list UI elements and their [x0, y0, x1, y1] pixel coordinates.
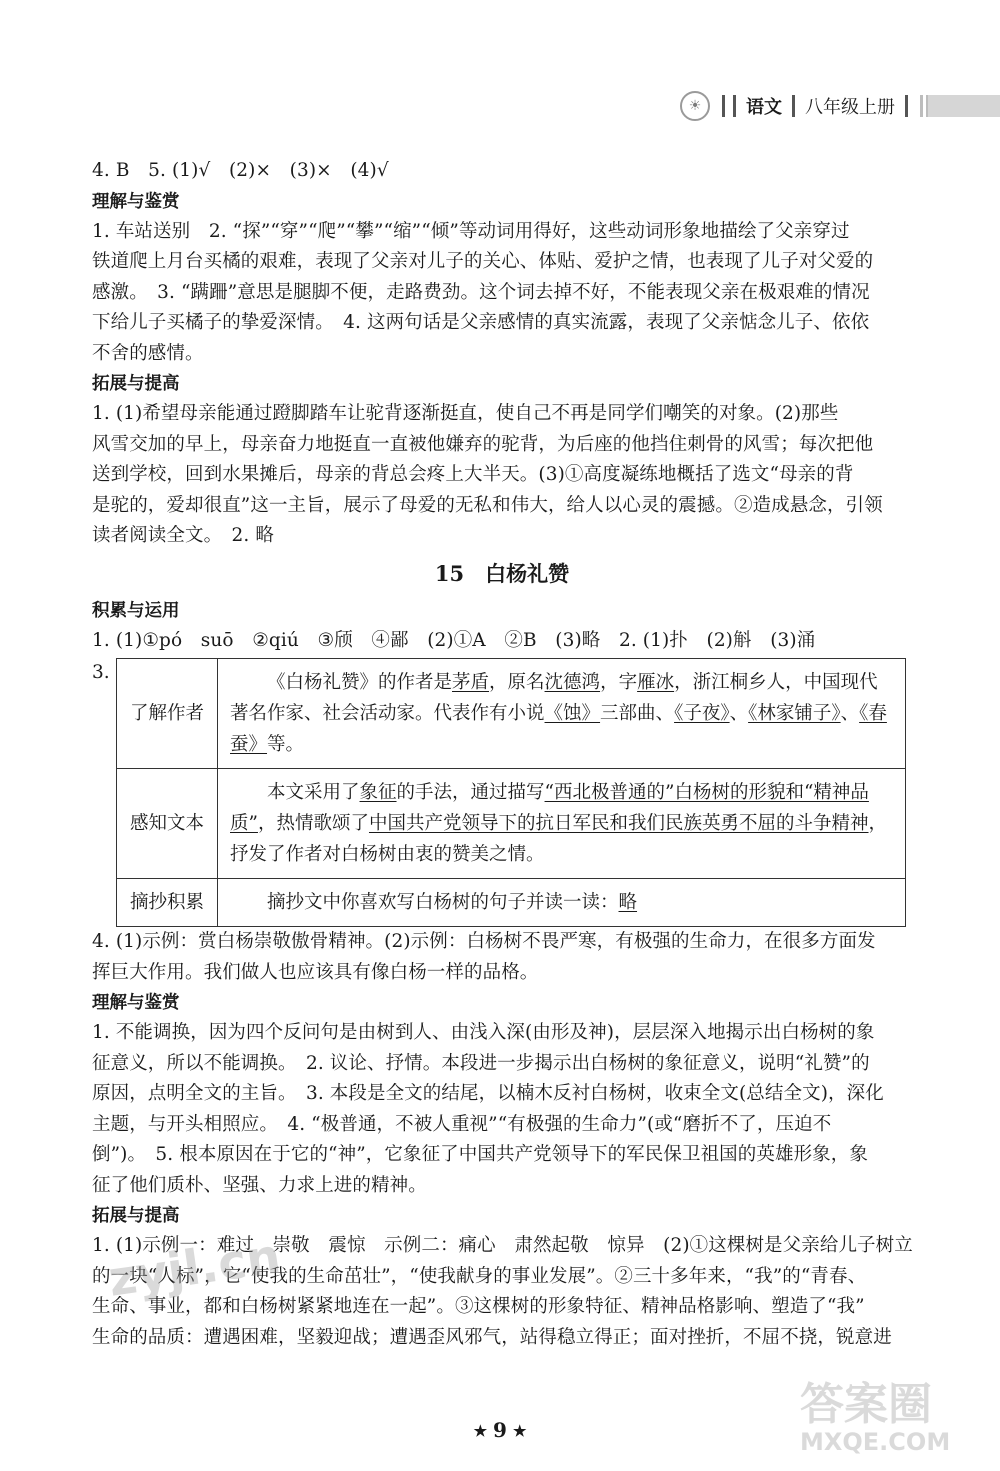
row-header: 摘抄积累	[117, 879, 218, 927]
page-number: 9	[493, 1418, 507, 1442]
answers-section-previous	[92, 156, 912, 552]
divider	[792, 95, 795, 117]
divider	[722, 95, 725, 117]
answer-line: 生命、事业，都和白杨树紧紧地连在一起”。③这棵树的形象特征、精神品格影响、塑造了“我”	[92, 1296, 865, 1317]
answer-line: 4. (1)示例：赏白杨崇敬傲骨精神。(2)示例：白杨树不畏严寒，有极强的生命力，在很多方面发	[92, 931, 876, 952]
row-header: 了解作者	[117, 659, 218, 769]
answer-line: 风雪交加的早上，母亲奋力地挺直一直被他嫌弃的驼背，为后座的他挡住刺骨的风雪；每次把他	[92, 433, 874, 455]
section-heading: 拓展与提高	[92, 1206, 180, 1226]
answer-line: 4. B 5. (1)√ (2)× (3)× (4)√	[92, 160, 389, 181]
answer-line: 挥巨大作用。我们做人也应该具有像白杨一样的品格。	[92, 961, 539, 983]
grade-label: 八年级上册	[805, 97, 895, 118]
author-info-table	[116, 658, 906, 927]
section-heading: 理解与鉴赏	[92, 191, 180, 212]
answer-line: 征了他们质朴、坚强、力求上进的精神。	[92, 1174, 427, 1196]
divider	[905, 95, 908, 117]
row-content: 摘抄文中你喜欢写白杨树的句子并读一读：略	[218, 879, 906, 927]
lesson-title: 15 白杨礼赞	[434, 560, 570, 586]
answer-line: 铁道爬上月台买橘的艰难，表现了父亲对儿子的关心、体贴、爱护之情，也表现了儿子对父爱的	[92, 251, 874, 272]
question-3	[92, 658, 912, 927]
table-row	[117, 769, 906, 879]
table-row	[117, 659, 906, 769]
star-icon: ★	[473, 1422, 488, 1440]
answer-line: 原因，点明全文的主旨。 3. 本段是全文的结尾，以楠木反衬白杨树，收束全文(总结全文)，深化	[92, 1083, 884, 1104]
divider	[733, 95, 736, 117]
answer-line: 倒”)。 5. 根本原因在于它的“神”，它象征了中国共产党领导下的军民保卫祖国的英雄形象，象	[92, 1144, 868, 1165]
row-content: 本文采用了象征的手法，通过描写“西北极普通的”白杨树的形貌和“精神品质”，热情歌颂了中国共产党领导下的抗日军民和我们民族英勇不屈的斗争精神，抒发了作者对白杨树由衷的赞美之情。	[218, 769, 906, 879]
answer-line: 的一块“人标”，它“使我的生命茁壮”，“使我献身的事业发展”。②三十多年来，“我”的“青春、	[92, 1265, 867, 1287]
answer-line: 不舍的感情。	[92, 342, 204, 364]
row-header: 感知文本	[117, 769, 218, 879]
answer-line: 1. (1)示例一：难过 崇敬 震惊 示例二：痛心 肃然起敬 惊异 (2)①这棵树是父亲给儿子树立	[92, 1235, 913, 1256]
answer-line: 读者阅读全文。 2. 略	[92, 525, 274, 546]
answer-line: 征意义，所以不能调换。 2. 议论、抒情。本段进一步揭示出白杨树的象征意义，说明“礼赞”的	[92, 1052, 870, 1074]
answer-line: 是驼的，爱却很直”这一主旨，展示了母爱的无私和伟大，给人以心灵的震撼。②造成悬念，引领	[92, 494, 883, 516]
answer-line: 生命的品质：遭遇困难，坚毅迎战；遭遇歪风邪气，站得稳立得正；面对挫折，不屈不挠，锐意进	[92, 1326, 892, 1348]
answer-line: 下给儿子买橘子的挚爱深情。 4. 这两句话是父亲感情的真实流露，表现了父亲惦念儿子、依依	[92, 312, 870, 333]
watermark-right-top: 答案圈	[800, 1379, 932, 1430]
answer-line: 1. 车站送别 2. “探”“穿”“爬”“攀”“缩”“倾”等动词用得好，这些动词形象地描绘了父亲穿过	[92, 220, 850, 242]
answer-line: 1. 不能调换，因为四个反问句是由树到人、由浅入深(由形及神)，层层深入地揭示出白杨树的象	[92, 1022, 875, 1043]
watermark-left: zyjl.cn	[104, 1228, 285, 1308]
sun-logo-icon: ☀	[680, 91, 710, 121]
watermark-right-bottom: MXQE.COM	[800, 1428, 951, 1456]
table-row	[117, 879, 906, 927]
page-content	[92, 156, 912, 1353]
answer-line: 1. (1)①pó suō ②qiú ③颀 ④鄙 (2)①A ②B (3)略 2. (1)扑 (2)斛 (3)涌	[92, 629, 816, 651]
answer-line: 送到学校，回到水果摊后，母亲的背总会疼上大半天。(3)①高度凝练地概括了选文“母亲的背	[92, 464, 854, 485]
star-icon: ★	[512, 1422, 527, 1440]
answer-line: 主题，与开头相照应。 4. “极普通，不被人重视”“有极强的生命力”(或“磨折不了，压迫不	[92, 1113, 832, 1135]
page-header	[680, 86, 1000, 126]
header-band	[920, 95, 1000, 117]
answer-line: 感激。 3. “蹒跚”意思是腿脚不便，走路费劲。这个词去掉不好，不能表现父亲在极艰难的情况	[92, 281, 870, 303]
section-heading: 理解与鉴赏	[92, 993, 180, 1013]
section-heading: 拓展与提高	[92, 374, 180, 394]
question-number: 3.	[92, 662, 110, 683]
answer-line: 1. (1)希望母亲能通过蹬脚踏车让驼背逐渐挺直，使自己不再是同学们嘲笑的对象。(2)那些	[92, 403, 839, 424]
row-content: 《白杨礼赞》的作者是茅盾，原名沈德鸿，字雁冰，浙江桐乡人，中国现代著名作家、社会活动家。代表作有小说《蚀》三部曲、《子夜》、《林家铺子》、《春蚕》等。	[218, 659, 906, 769]
section-heading: 积累与运用	[92, 600, 180, 621]
subject-label: 语文	[746, 97, 782, 118]
